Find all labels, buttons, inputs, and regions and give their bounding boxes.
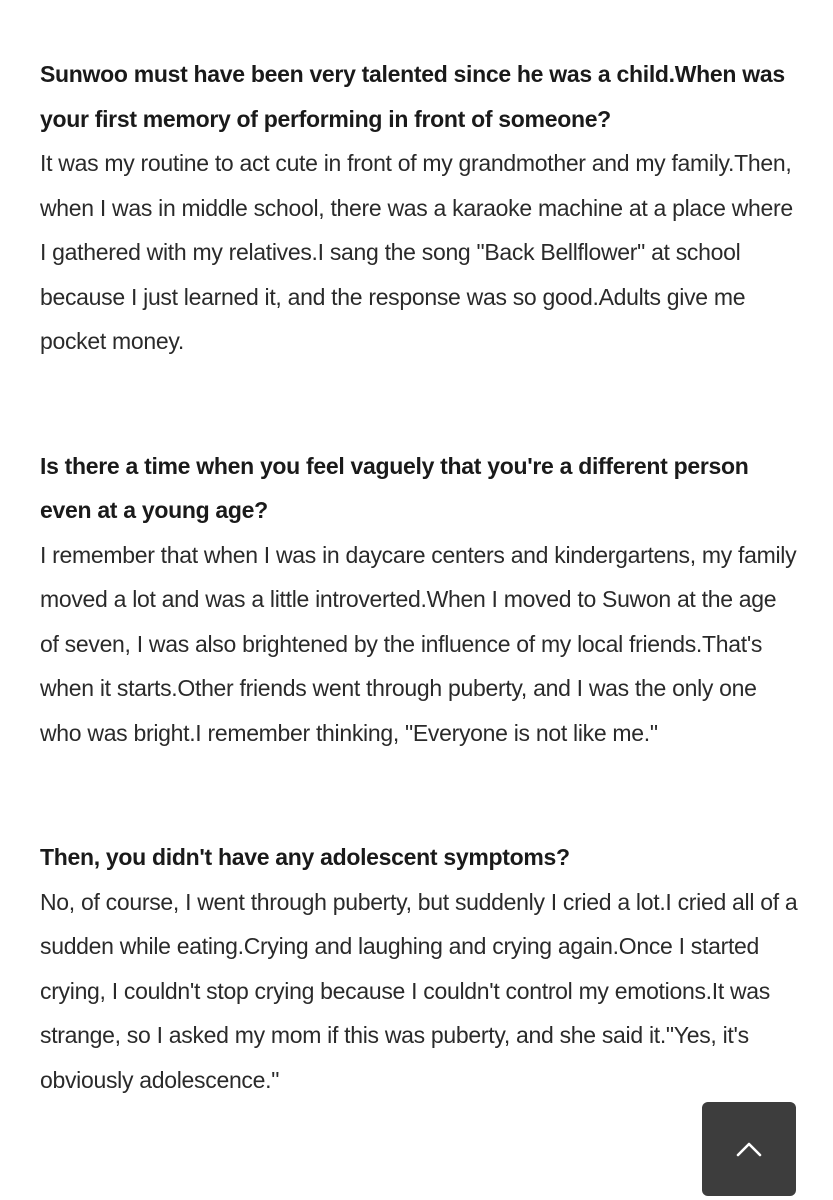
interview-answer: I remember that when I was in daycare centers and kindergartens, my family moved a lot and was a little introverted.When I moved to Suwon at the age of seven, I was also brightened by the influence of my local friends.That's when it starts.Other friends went through puberty, and I was the only one who was bright.I remember thinking, "Everyone is not like me." (40, 541, 797, 746)
qa-block-3 (40, 835, 800, 1102)
interview-answer: It was my routine to act cute in front of my grandmother and my family.Then, when I was in middle school, there was a karaoke machine at a place where I gathered with my relatives.I sang the song "Back Bellflower" at school because I just learned it, and the response was so good.Adults give me pocket money. (40, 150, 793, 354)
qa-block-1 (40, 52, 800, 364)
interview-answer: No, of course, I went through puberty, but suddenly I cried a lot.I cried all of a sudden while eating.Crying and laughing and crying again.Once I started crying, I couldn't stop crying because I couldn't control my emotions.It was strange, so I asked my mom if this was puberty, and she said it."Yes, it's obviously adolescence." (40, 888, 798, 1093)
interview-question: Is there a time when you feel vaguely that you're a different person even at a young age? (40, 452, 749, 523)
chevron-up-icon (736, 1141, 762, 1157)
interview-question: Then, you didn't have any adolescent symptoms? (40, 844, 570, 870)
interview-question: Sunwoo must have been very talented since he was a child.When was your first memory of performing in front of someone? (40, 61, 785, 132)
scroll-to-top-button[interactable] (702, 1102, 796, 1196)
qa-block-2 (40, 444, 800, 756)
article-body (40, 52, 800, 1182)
